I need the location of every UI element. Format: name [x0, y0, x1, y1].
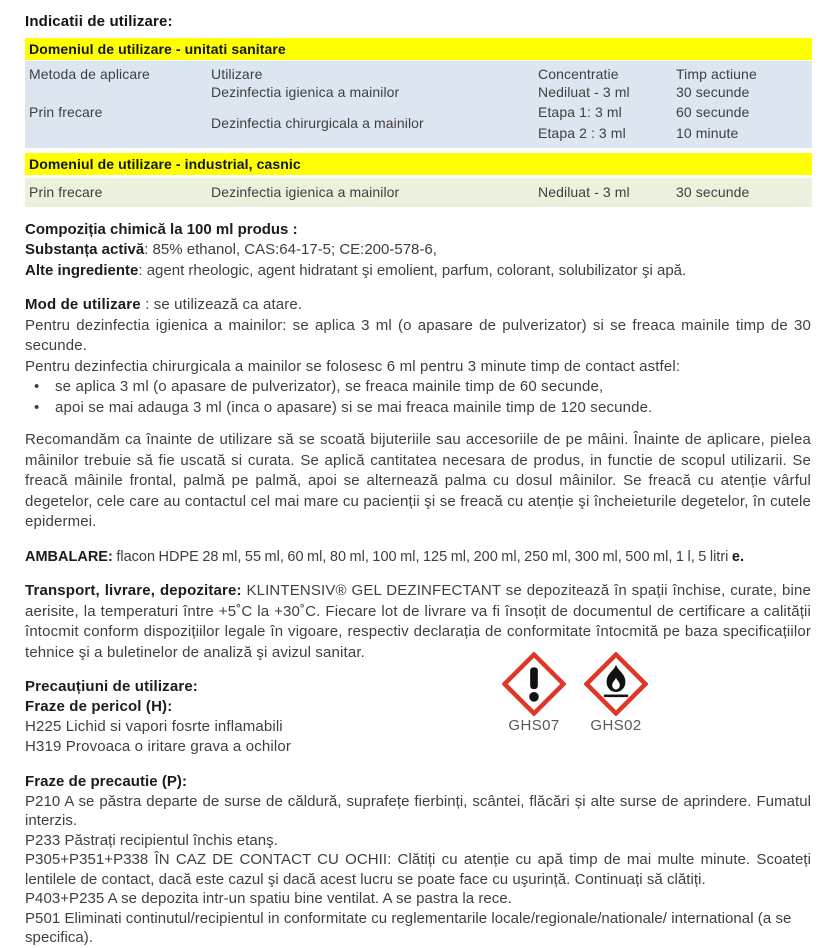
phrase-p403: P403+P235 A se depozita intr-un spatiu bine ventilat. A se pastra la rece. — [25, 890, 512, 907]
other-ingredients-line — [25, 261, 811, 282]
ghs07-label: GHS07 — [508, 717, 560, 734]
cell-surgical-use: Dezinfectia chirurgicala a mainilor — [211, 114, 424, 131]
active-substance-label: Substanța activă — [25, 241, 145, 258]
other-ingredients-value: : agent rheologic, agent hidratant şi emolient, parfum, colorant, solubilizator şi apă. — [138, 261, 687, 279]
active-substance-line — [25, 240, 811, 261]
ghs02-label: GHS02 — [590, 717, 642, 734]
phrase-p210: P210 A se păstra departe de surse de căldură, suprafețe fierbinți, scântei, flăcări și alte surse de aprindere. Fumatul interzis. — [25, 792, 811, 829]
usage-surgical-paragraph: Pentru dezinfectia chirurgicala a mainilor se folosesc 6 ml pentru 3 minute timp de contact astfel: — [25, 357, 681, 375]
precautions-heading: Precauțiuni de utilizare: — [25, 678, 198, 695]
exclamation-mark-icon — [502, 652, 566, 716]
cell-surgical-step2-time: 10 minute — [676, 124, 739, 141]
transport-paragraph — [25, 581, 811, 663]
transport-value: KLINTENSIV® GEL DEZINFECTANT se depozitează în spații închise, curate, bine aerisite, la temperaturi între +5˚C la +30˚C. Fiecare lot de livrare va fi însoțit de documentul de certificare a calității întocmit conform dispozițiilor legale în vigoare, respectiv declarația de conformitate întocmită pe baza specificațiilor tehnice şi a buletinelor de analiză şi avizul sanitar. — [25, 582, 811, 661]
usage-section — [25, 295, 811, 418]
packaging-suffix: e. — [731, 548, 744, 565]
usage-bullet-2: • apoi se mai adauga 3 ml (inca o apasare) si se mai freaca mainile timp de 120 secunde. — [25, 398, 811, 419]
phrase-p501: P501 Eliminati continutul/recipientul in conformitate cu reglementarile locale/regionale/nationale/ international (a se specifica). — [25, 909, 792, 946]
cell-hygienic-use: Dezinfectia igienica a mainilor — [211, 83, 400, 100]
precautions-section — [25, 677, 811, 757]
phrase-p305: P305+P351+P338 ÎN CAZ DE CONTACT CU OCHII: Clătiți cu atenție cu apă timp de mai multe minute. Scoateți lentilele de contact, dacă este cazul şi dacă acest lucru se poate face cu uşurință. Continuați să clătiți. — [25, 851, 811, 888]
cell-method-2: Prin frecare — [29, 183, 103, 200]
table-section-sanitary — [25, 61, 812, 148]
hazard-line-h225: H225 Lichid si vapori fosrte inflamabili — [25, 718, 283, 735]
phrase-p233: P233 Păstrați recipientul închis etanş. — [25, 831, 278, 849]
cell-hygienic-concentration: Nediluat - 3 ml — [538, 83, 630, 100]
precautionary-phrases-section — [25, 772, 811, 948]
transport-label: Transport, livrare, depozitare: — [25, 582, 242, 599]
table-section-industrial — [25, 178, 812, 207]
packaging-section — [25, 547, 811, 568]
transport-section — [25, 581, 811, 663]
packaging-value: flacon HDPE 28 ml, 55 ml, 60 ml, 80 ml, 100 ml, 125 ml, 200 ml, 250 ml, 300 ml, 500 ml, 1 l, 5 litri — [112, 548, 732, 565]
ghs07-pictogram — [501, 652, 567, 735]
usage-bullet-1: • se aplica 3 ml (o apasare de pulverizator), se freaca mainile timp de 60 secunde, — [25, 377, 811, 398]
ghs-pictograms — [501, 652, 649, 735]
composition-section — [25, 220, 811, 282]
usage-mode-value: : se utilizează ca atare. — [140, 296, 303, 313]
column-header-method: Metoda de aplicare — [29, 65, 150, 82]
recommendation-section — [25, 430, 811, 533]
cell-surgical-step2-concentration: Etapa 2 : 3 ml — [538, 124, 626, 141]
cell-use-2: Dezinfectia igienica a mainilor — [211, 183, 400, 200]
cell-hygienic-time: 30 secunde — [676, 83, 750, 100]
column-header-use: Utilizare — [211, 65, 263, 82]
cell-time-2: 30 secunde — [676, 183, 750, 200]
hazard-line-h319: H319 Provoaca o iritare grava a ochilor — [25, 738, 291, 755]
usage-mode-label: Mod de utilizare — [25, 296, 141, 313]
composition-heading: Compoziția chimică la 100 ml produs : — [25, 220, 298, 238]
cell-surgical-step1-concentration: Etapa 1: 3 ml — [538, 103, 622, 120]
precautionary-phrases-heading: Fraze de precautie (P): — [25, 773, 188, 790]
usage-hygienic-paragraph: Pentru dezinfectia igienica a mainilor: se aplica 3 ml (o apasare de pulverizator) si se freaca mainile timp de 30 secunde. — [25, 316, 811, 354]
cell-surgical-step1-time: 60 secunde — [676, 103, 750, 120]
packaging-line — [25, 547, 811, 568]
packaging-label: AMBALARE: — [25, 548, 113, 565]
usage-mode-line — [25, 295, 811, 316]
other-ingredients-label: Alte ingrediente — [25, 261, 139, 279]
recommendation-paragraph: Recomandăm ca înainte de utilizare să se scoată bijuteriile sau accesoriile de pe mâini. Înainte de aplicare, pielea mâinilor trebuie să fie uscată si curata. Se aplică cantitatea necesara de produs, in functie de scopul utilizarii. Se freacă mâinile frontal, palmă pe palmă, apoi se alternează palma cu dosul mâinilor. Se freacă cu atenție vârful degetelor, cele care au contactul cel mai mare cu pacienții şi se freacă cu atenție şi încheieturile degetelor, în cutele epidermei. — [25, 431, 811, 530]
ghs02-pictogram — [583, 652, 649, 735]
table-section-header-sanitary: Domeniul de utilizare - unitati sanitare — [25, 38, 812, 60]
column-header-time: Timp actiune — [676, 65, 757, 82]
table-section-header-industrial: Domeniul de utilizare - industrial, casnic — [25, 153, 812, 175]
cell-method: Prin frecare — [29, 103, 103, 120]
flame-icon — [584, 652, 648, 716]
page-title: Indicatii de utilizare: — [25, 13, 173, 30]
cell-concentration-2: Nediluat - 3 ml — [538, 183, 630, 200]
column-header-concentration: Concentratie — [538, 65, 619, 82]
active-substance-value: : 85% ethanol, CAS:64-17-5; CE:200-578-6, — [144, 241, 437, 258]
usage-table — [25, 38, 812, 207]
hazard-phrases-heading: Fraze de pericol (H): — [25, 698, 173, 715]
